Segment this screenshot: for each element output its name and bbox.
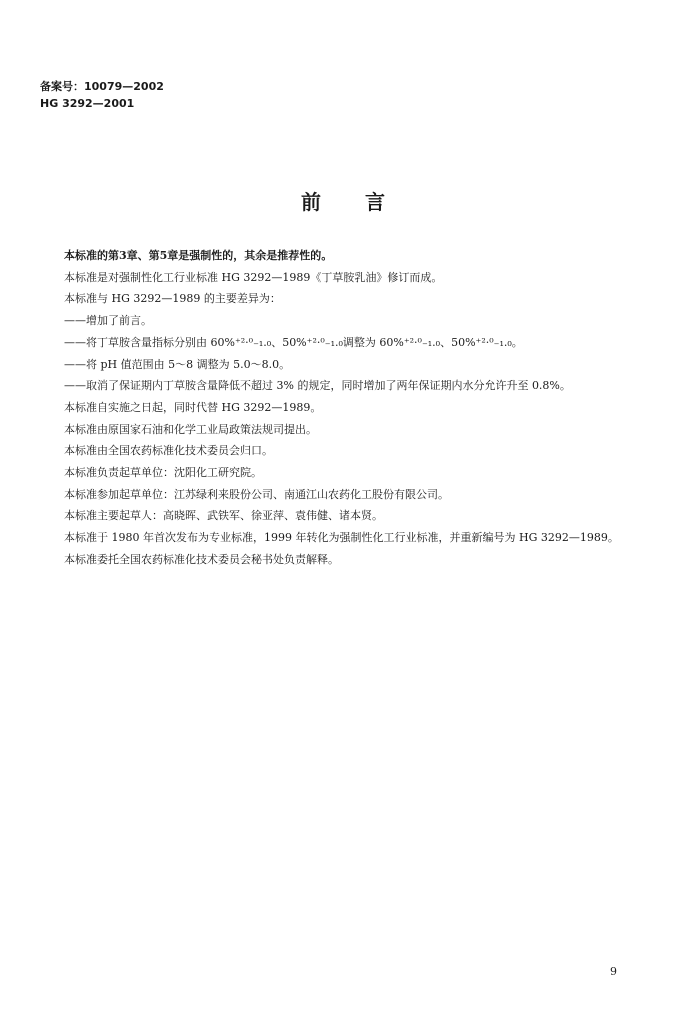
paragraph-difference-item: ——将丁草胺含量指标分别由 60%⁺²·⁰₋₁.₀、50%⁺²·⁰₋₁.₀调整为 60%⁺²·⁰₋₁.₀、50%⁺²·⁰₋₁.₀。 [64,335,523,349]
paragraph-proposed-by: 本标准由原国家石油和化学工业局政策法规司提出。 [64,422,317,436]
foreword-body [40,245,636,571]
paragraph-mandatory-note: 本标准的第3章、第5章是强制性的，其余是推荐性的。 [64,249,333,262]
paragraph-effective: 本标准自实施之日起，同时代替 HG 3292—1989。 [64,400,322,414]
paragraph-centralized-by: 本标准由全国农药标准化技术委员会归口。 [64,444,273,458]
page-title: 前言 [301,190,429,214]
paragraph-difference-item: ——取消了保证期内丁草胺含量降低不超过 3% 的规定，同时增加了两年保证期内水分允许升至 0.8%。 [64,379,571,393]
paragraph-interpretation: 本标准委托全国农药标准化技术委员会秘书处负责解释。 [64,552,339,566]
page-number: 9 [610,965,617,978]
paragraph-revision-source: 本标准是对强制性化工行业标准 HG 3292—1989《丁草胺乳油》修订而成。 [64,270,443,284]
standard-code: HG 3292—2001 [40,97,135,110]
document-header [40,78,164,112]
paragraph-participating-units: 本标准参加起草单位：江苏绿利来股份公司、南通江山农药化工股份有限公司。 [64,487,449,501]
paragraph-drafting-unit: 本标准负责起草单位：沈阳化工研究院。 [64,466,262,480]
filing-number: 备案号：10079—2002 [40,80,164,93]
paragraph-differences-intro: 本标准与 HG 3292—1989 的主要差异为： [64,292,281,306]
paragraph-drafters: 本标准主要起草人：高晓晖、武铁军、徐亚萍、袁伟健、诸本贤。 [64,509,383,523]
paragraph-difference-item: ——增加了前言。 [64,314,152,328]
paragraph-history: 本标准于 1980 年首次发布为专业标准，1999 年转化为强制性化工行业标准，并重新编号为 HG 3292—1989。 [64,531,619,545]
paragraph-difference-item: ——将 pH 值范围由 5～8 调整为 5.0～8.0。 [64,357,291,371]
